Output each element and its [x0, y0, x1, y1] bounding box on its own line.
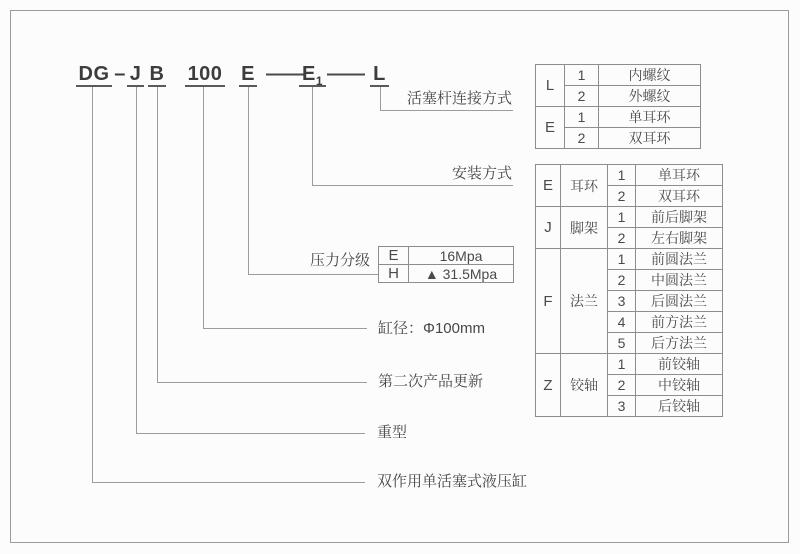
callout-line-j-vertical: [136, 87, 137, 433]
cell-num: 1: [565, 107, 599, 128]
cell-desc: 左右脚架: [636, 228, 723, 249]
callout-line-100-vertical: [203, 87, 204, 328]
cell-num: 3: [608, 396, 636, 417]
callout-line-dg-vertical: [92, 87, 93, 482]
cell-desc: 后方法兰: [636, 333, 723, 354]
code-segment-e1: [299, 62, 326, 87]
cell-desc: 前方法兰: [636, 312, 723, 333]
cell-desc: 外螺纹: [599, 86, 701, 107]
code-segment-emdash: ——: [266, 63, 302, 85]
cell-group-name: 法兰: [561, 249, 608, 354]
code-segment-dash: –: [114, 63, 126, 85]
table-row: [536, 249, 723, 270]
cell-desc: 单耳环: [636, 165, 723, 186]
table-row: [379, 247, 514, 265]
code-segment-j: J: [127, 62, 144, 87]
table-row: [536, 165, 723, 186]
cell-code: E: [379, 247, 409, 265]
code-segment-b: B: [149, 63, 165, 85]
cell-num: 1: [608, 249, 636, 270]
cell-num: 1: [608, 207, 636, 228]
code-segment-100: 100: [185, 62, 225, 87]
table-row: [536, 65, 701, 86]
cell-num: 3: [608, 291, 636, 312]
code-segment-emdash2: ——: [327, 63, 363, 85]
code-segment-dg: DG: [76, 62, 112, 87]
cell-group-code: L: [536, 65, 565, 107]
cell-group-code: E: [536, 107, 565, 149]
cell-value: 16Mpa: [409, 247, 514, 265]
cell-group-code: F: [536, 249, 561, 354]
callout-line-dg-horizontal: [92, 482, 365, 483]
cell-desc: 前铰轴: [636, 354, 723, 375]
code-e1-subscript: 1: [315, 74, 324, 88]
cell-desc: 单耳环: [599, 107, 701, 128]
cell-num: 1: [608, 354, 636, 375]
cell-desc: 双耳环: [599, 128, 701, 149]
label-pressure: 压力分级: [309, 252, 370, 269]
cell-desc: 双耳环: [636, 186, 723, 207]
cell-num: 2: [608, 186, 636, 207]
cell-group-name: 铰轴: [561, 354, 608, 417]
callout-line-l-horizontal: [380, 110, 513, 111]
callout-line-e1-vertical: [312, 87, 313, 185]
callout-line-100-horizontal: [203, 328, 367, 329]
pressure-grade-table: [378, 246, 514, 283]
cell-num: 4: [608, 312, 636, 333]
label-rod-connection: 活塞杆连接方式: [406, 90, 512, 107]
callout-line-b-horizontal: [157, 382, 367, 383]
table-row: [379, 265, 514, 283]
code-e1-main: E: [301, 63, 316, 85]
code-segment-l: L: [370, 62, 389, 87]
cell-num: 1: [565, 65, 599, 86]
cell-group-name: 耳环: [561, 165, 608, 207]
rod-connection-table: [535, 64, 701, 149]
cell-desc: 前后脚架: [636, 207, 723, 228]
mounting-method-table: [535, 164, 723, 417]
callout-line-e-horizontal: [248, 274, 378, 275]
label-cylinder-type: 双作用单活塞式液压缸: [377, 473, 528, 490]
callout-line-e-vertical: [248, 87, 249, 274]
cell-desc: 中铰轴: [636, 375, 723, 396]
cell-num: 1: [608, 165, 636, 186]
cell-group-name: 脚架: [561, 207, 608, 249]
cell-desc: 后圆法兰: [636, 291, 723, 312]
cell-num: 2: [608, 375, 636, 396]
code-segment-e: E: [239, 62, 257, 87]
cell-code: H: [379, 265, 409, 283]
cell-num: 2: [608, 228, 636, 249]
table-row: [536, 207, 723, 228]
label-mounting: 安装方式: [451, 165, 512, 182]
table-row: [536, 107, 701, 128]
callout-line-j-horizontal: [136, 433, 365, 434]
label-heavy-duty: 重型: [377, 424, 408, 441]
cell-value: ▲ 31.5Mpa: [409, 265, 514, 283]
cell-group-code: Z: [536, 354, 561, 417]
label-bore: 缸径：Φ100mm: [378, 320, 485, 337]
cell-group-code: E: [536, 165, 561, 207]
cell-num: 2: [608, 270, 636, 291]
callout-line-b-vertical: [157, 87, 158, 382]
cell-num: 5: [608, 333, 636, 354]
cell-desc: 中圆法兰: [636, 270, 723, 291]
cell-desc: 后铰轴: [636, 396, 723, 417]
cell-num: 2: [565, 86, 599, 107]
cell-desc: 内螺纹: [599, 65, 701, 86]
table-row: [536, 354, 723, 375]
cell-group-code: J: [536, 207, 561, 249]
label-product-update: 第二次产品更新: [378, 373, 484, 390]
cell-num: 2: [565, 128, 599, 149]
callout-line-e1-horizontal: [312, 185, 513, 186]
cell-desc: 前圆法兰: [636, 249, 723, 270]
